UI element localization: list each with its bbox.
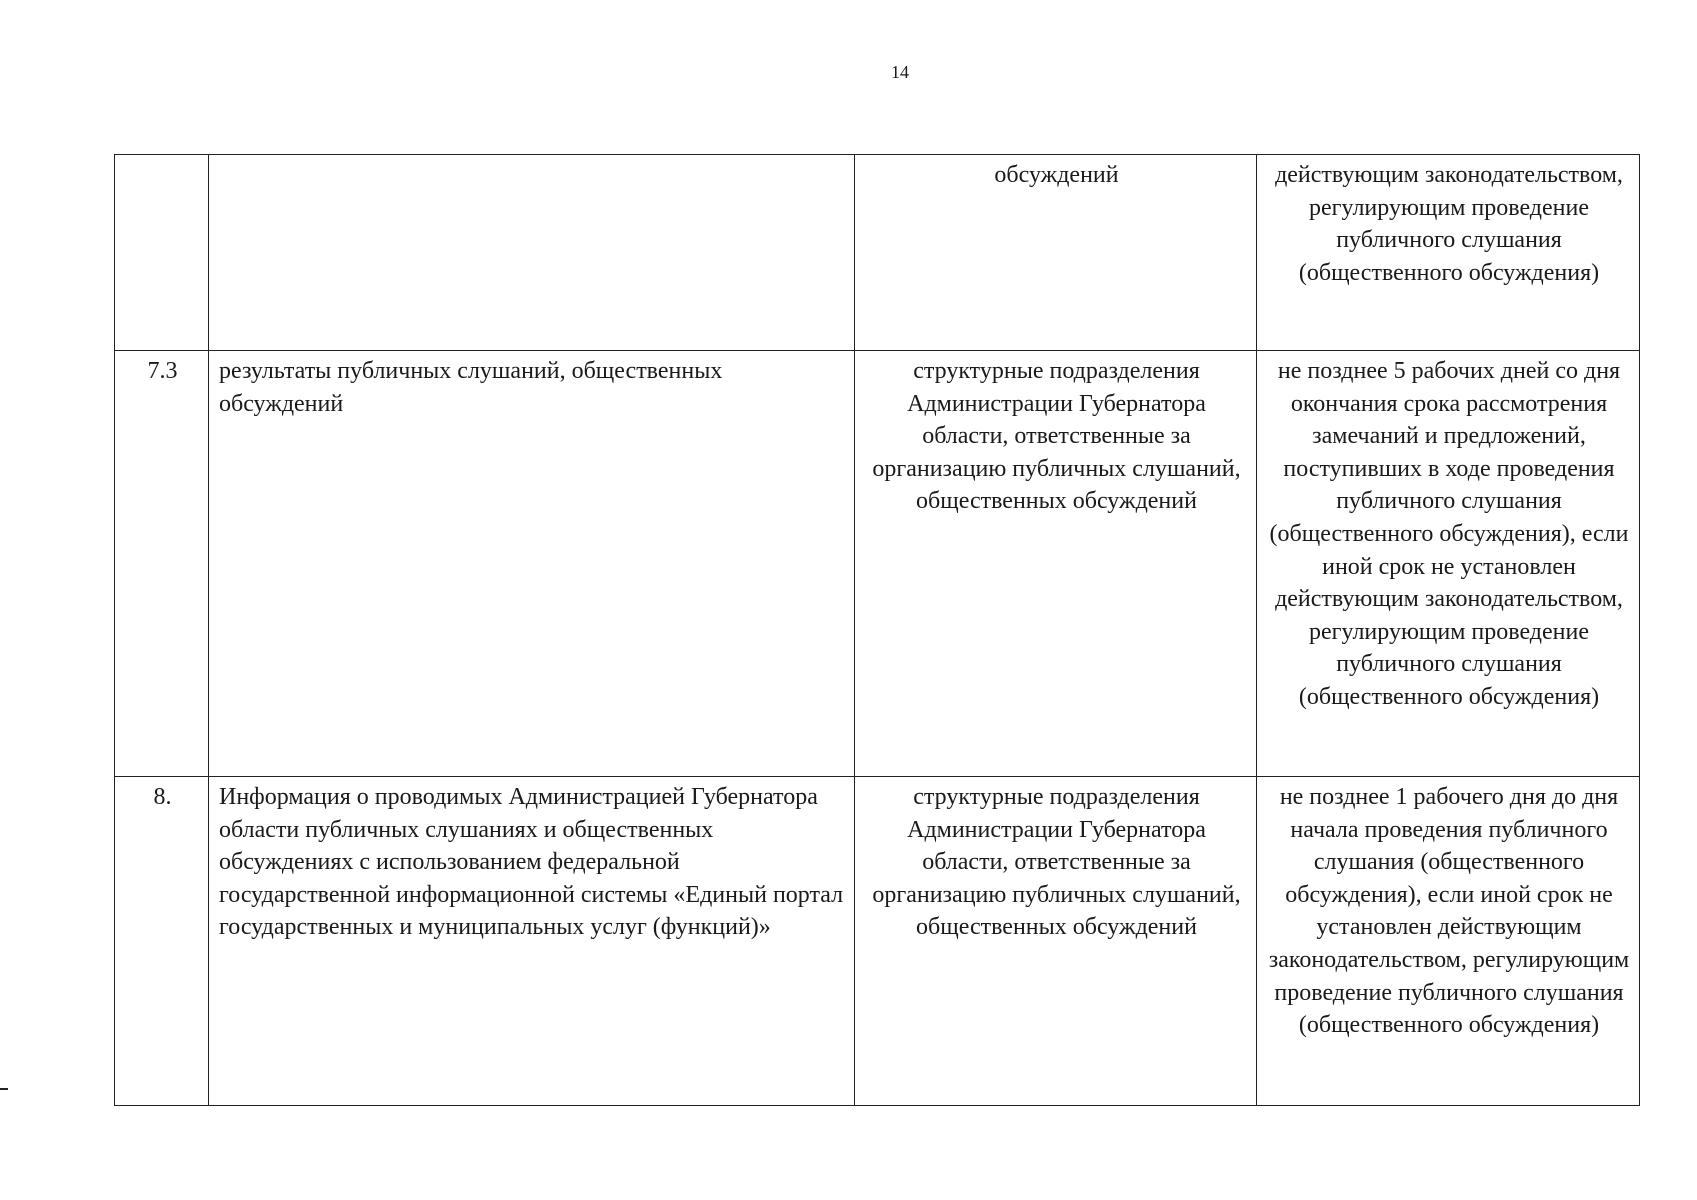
row-term: действующим законодательством, регулирующим проведение публичного слушания (общественного обсуждения) — [1257, 155, 1640, 351]
row-term: не позднее 5 рабочих дней со дня окончания срока рассмотрения замечаний и предложений, поступивших в ходе проведения публичного слушания (общественного обсуждения), если иной срок не установлен действующим законодательством, регулирующим проведение публичного слушания (общественного обсуждения) — [1257, 351, 1640, 777]
row-number — [115, 155, 209, 351]
row-responsible: структурные подразделения Администрации Губернатора области, ответственные за организацию публичных слушаний, общественных обсуждений — [855, 351, 1257, 777]
margin-mark — [0, 1088, 8, 1090]
document-table — [114, 154, 1640, 1106]
row-responsible: обсуждений — [855, 155, 1257, 351]
row-description: результаты публичных слушаний, общественных обсуждений — [209, 351, 855, 777]
row-responsible: структурные подразделения Администрации Губернатора области, ответственные за организацию публичных слушаний, общественных обсуждений — [855, 777, 1257, 1106]
row-number: 7.3 — [115, 351, 209, 777]
table-row — [115, 155, 1640, 351]
row-term: не позднее 1 рабочего дня до дня начала проведения публичного слушания (общественного обсуждения), если иной срок не установлен действующим законодательством, регулирующим проведение публичного слушания (общественного обсуждения) — [1257, 777, 1640, 1106]
table-row — [115, 777, 1640, 1106]
row-description — [209, 155, 855, 351]
page-number: 14 — [891, 62, 909, 82]
row-number: 8. — [115, 777, 209, 1106]
row-description: Информация о проводимых Администрацией Губернатора области публичных слушаниях и общественных обсуждениях с использованием федеральной государственной информационной системы «Единый портал государственных и муниципальных услуг (функций)» — [209, 777, 855, 1106]
table-row — [115, 351, 1640, 777]
